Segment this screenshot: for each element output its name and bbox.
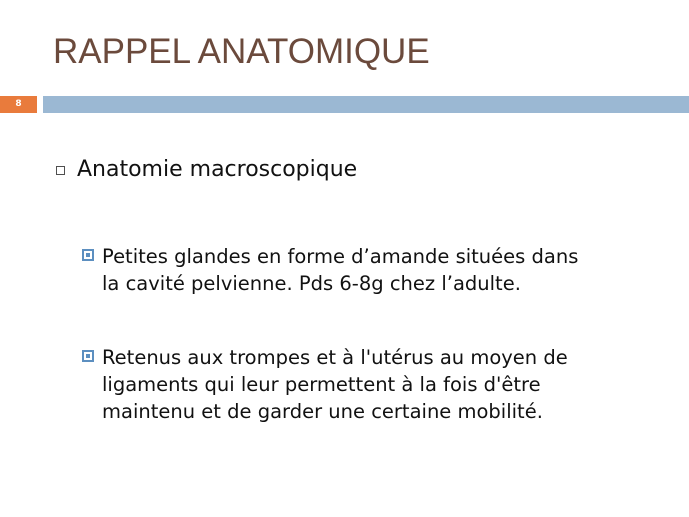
hollow-square-bullet-icon	[56, 166, 65, 175]
level1-bullet-item	[56, 157, 357, 182]
filled-square-bullet-icon	[82, 249, 94, 261]
slide-title: RAPPEL ANATOMIQUE	[53, 32, 430, 71]
bullet-line: ligaments qui leur permettent à la fois d'être	[102, 373, 541, 396]
bullet-line: Retenus aux trompes et à l'utérus au moyen de	[102, 346, 568, 369]
bullet-line: maintenu et de garder une certaine mobilité.	[102, 400, 543, 423]
bullet-text	[102, 243, 662, 297]
title-accent-bar	[43, 96, 689, 113]
filled-square-bullet-icon	[82, 350, 94, 362]
page-number-badge: 8	[0, 96, 37, 113]
bullet-line: Petites glandes en forme d’amande situées dans	[102, 245, 579, 268]
level2-bullet-item	[82, 243, 662, 297]
bullet-line: la cavité pelvienne. Pds 6-8g chez l’adulte.	[102, 272, 521, 295]
bullet-text	[102, 344, 662, 425]
section-heading: Anatomie macroscopique	[77, 157, 358, 182]
level2-bullet-item	[82, 344, 662, 425]
